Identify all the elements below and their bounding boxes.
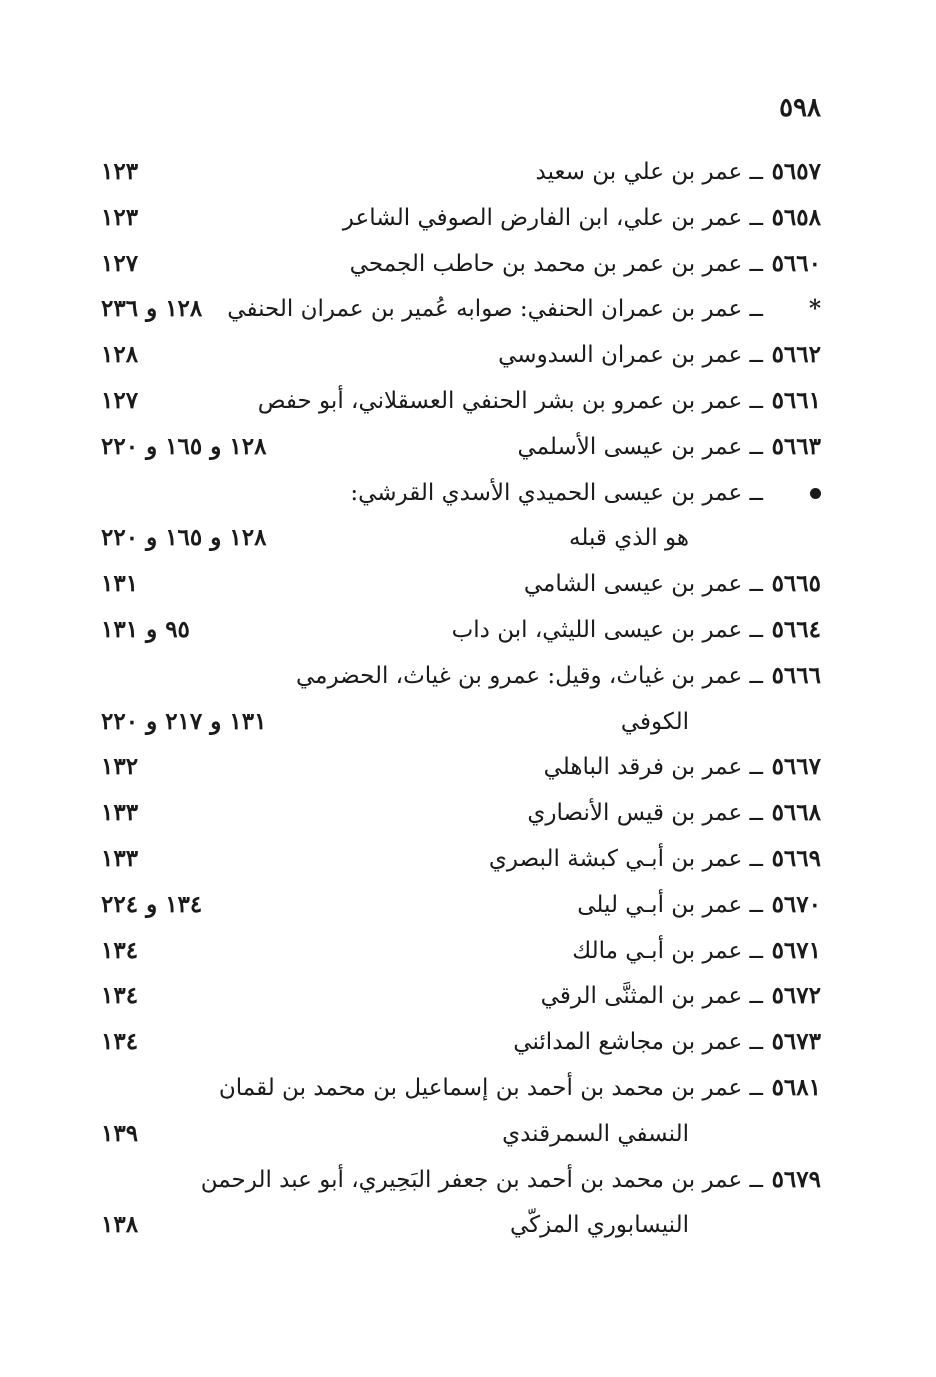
index-entry [101, 382, 821, 420]
entry-number: ٥٦٧١ [771, 936, 821, 964]
entry-number: ٥٦٦٧ [771, 753, 821, 781]
entry-number: ٥٦٦٣ [771, 432, 821, 460]
entry-pages: ١٣٤ [101, 936, 139, 964]
entry-pages: ١٢٨ [101, 341, 139, 369]
entry-number: ٥٦٦٥ [771, 570, 821, 598]
entry-number: ٥٦٦٠ [771, 249, 821, 277]
entry-pages: ١٣١ [101, 570, 139, 598]
index-entry [101, 290, 821, 328]
entry-name: ــ عمر بن عمران السدوسي [498, 342, 763, 369]
entry-name: النيسابوري المزكّي [509, 1212, 689, 1239]
index-entry [101, 886, 821, 924]
index-entry [101, 1023, 821, 1061]
index-entry [101, 474, 821, 512]
index-entry [101, 1069, 821, 1107]
index-entry [101, 245, 821, 283]
entry-name: هو الذي قبله [569, 525, 689, 552]
index-entry-continuation [101, 1115, 821, 1153]
entry-name: ــ عمر بن عيسى الليثي، ابن داب [451, 617, 763, 643]
entry-pages: ١٣١ و ٢١٧ و ٢٢٠ [101, 707, 267, 735]
entry-name: ــ عمر بن عمران الحنفي: صوابه عُمير بن عمران الحنفي [227, 296, 763, 323]
index-entry-continuation [101, 519, 821, 557]
entry-name: النسفي السمرقندي [502, 1120, 689, 1147]
entry-pages: ١٣٩ [101, 1119, 139, 1147]
index-entry [101, 1161, 821, 1199]
entry-pages: ١٣٤ [101, 982, 139, 1010]
index-entry-continuation [101, 703, 821, 741]
entry-number: ٥٦٧٠ [771, 890, 821, 918]
entry-number: ٥٦٥٧ [771, 158, 821, 185]
index-entry [101, 428, 821, 466]
index-entry [101, 748, 821, 786]
entry-number: ٥٦٦٩ [771, 845, 821, 872]
entry-number: ٥٦٦٢ [771, 341, 821, 369]
entry-name: ــ عمر بن عمر بن محمد بن حاطب الجمحي [349, 250, 763, 277]
entry-pages: ١٣٣ [101, 845, 139, 872]
entry-name: ــ عمر بن عيسى الأسلمي [517, 433, 763, 460]
entry-number: ٥٦٦٨ [771, 799, 821, 827]
entry-pages: ١٢٣ [101, 203, 139, 231]
index-entry [101, 977, 821, 1015]
asterisk-marker: * [808, 295, 821, 323]
index-entry [101, 611, 821, 649]
entry-pages: ١٣٢ [101, 753, 139, 781]
index-entry [101, 336, 821, 374]
entry-pages: ١٣٣ [101, 799, 139, 827]
index-entry [101, 932, 821, 970]
entry-name: ــ عمر بن عمرو بن بشر الحنفي العسقلاني، أبو حفص [257, 388, 763, 414]
entry-name: ــ عمر بن محمد بن أحمد بن إسماعيل بن محمد بن لقمان [218, 1075, 763, 1101]
entry-pages: ١٢٨ و ١٦٥ و ٢٢٠ [101, 432, 267, 460]
entry-pages: ١٢٧ [101, 249, 139, 277]
entry-pages: ١٢٣ [101, 158, 139, 185]
entry-name: ــ عمر بن أبـي مالك [572, 937, 763, 964]
entry-name: ــ عمر بن عيسى الشامي [523, 571, 763, 598]
entry-pages: ١٣٤ [101, 1028, 139, 1056]
entry-name: الكوفي [620, 708, 689, 735]
entry-name: ــ عمر بن أبـي ليلى [577, 891, 763, 918]
entry-name: ــ عمر بن المثنَّى الرقي [540, 983, 763, 1010]
entry-pages: ١٣٤ و ٢٢٤ [101, 890, 203, 918]
index-entry [101, 657, 821, 695]
entry-name: ــ عمر بن غياث، وقيل: عمرو بن غياث، الحضرمي [296, 662, 763, 689]
entry-pages: ٩٥ و ١٣١ [101, 616, 190, 643]
index-entry [101, 565, 821, 603]
entry-number: ٥٦٦١ [771, 387, 821, 414]
page-number: ٥٩٨ [779, 93, 821, 123]
entry-pages: ١٢٨ و ١٦٥ و ٢٢٠ [101, 524, 267, 552]
entry-number: ٥٦٦٤ [771, 616, 821, 643]
entry-pages: ١٢٧ [101, 387, 139, 414]
entry-name: ــ عمر بن فرقد الباهلي [543, 754, 763, 781]
entry-number: ٥٦٨١ [771, 1074, 821, 1101]
entry-name: ــ عمر بن علي بن سعيد [535, 159, 763, 185]
entry-number: ٥٦٦٦ [771, 661, 821, 689]
entry-name: ــ عمر بن مجاشع المدائني [513, 1029, 763, 1056]
entry-number: ٥٦٧٩ [771, 1165, 821, 1193]
bullet-icon [791, 474, 821, 512]
index-entry-continuation [101, 1206, 821, 1244]
index-entry [101, 199, 821, 237]
entry-name: ــ عمر بن محمد بن أحمد بن جعفر البَحِيري، أبو عبد الرحمن [200, 1166, 763, 1193]
index-entry [101, 840, 821, 878]
entry-number: ٥٦٧٣ [771, 1028, 821, 1056]
index-entry [101, 153, 821, 191]
entry-name: ــ عمر بن أبـي كبشة البصري [488, 846, 763, 872]
entry-name: ــ عمر بن قيس الأنصاري [527, 800, 763, 827]
entry-pages: ١٣٨ [101, 1211, 139, 1239]
entry-name: ــ عمر بن عيسى الحميدي الأسدي القرشي: [350, 479, 763, 506]
index-entry [101, 794, 821, 832]
entry-name: ــ عمر بن علي، ابن الفارض الصوفي الشاعر [342, 204, 763, 231]
entry-pages: ١٢٨ و ٢٣٦ [101, 295, 203, 323]
entry-number: ٥٦٥٨ [771, 203, 821, 231]
entry-number: ٥٦٧٢ [771, 982, 821, 1010]
